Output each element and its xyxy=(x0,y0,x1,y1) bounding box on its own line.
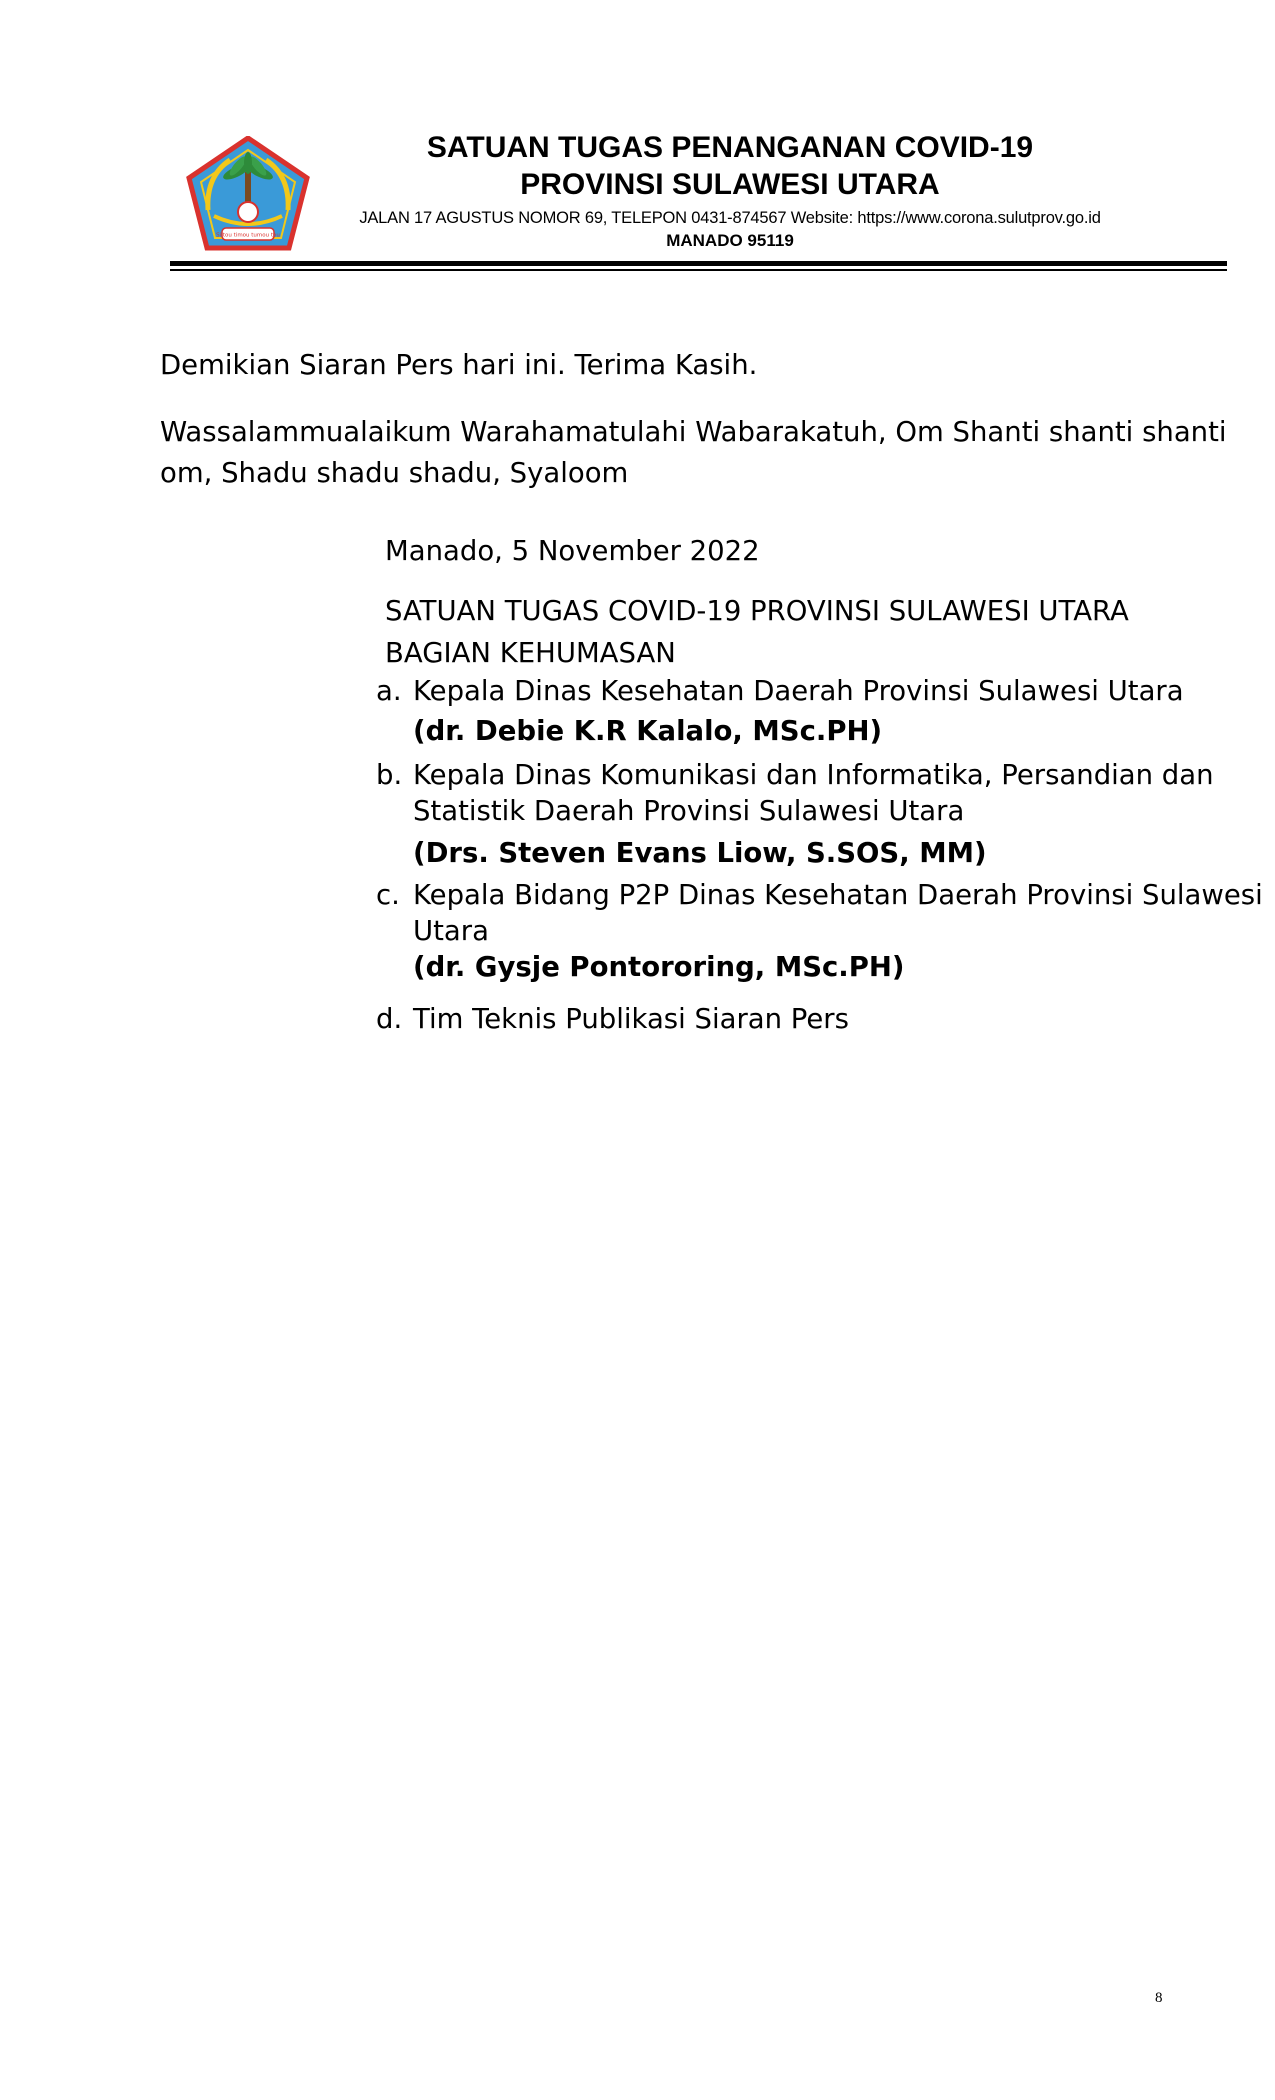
letterhead-city: MANADO 95119 xyxy=(666,231,794,250)
signatory-name: (dr. Gysje Pontororing, MSc.PH) xyxy=(413,951,905,983)
letterhead-subtitle: PROVINSI SULAWESI UTARA xyxy=(520,168,940,201)
signatory-name: (Drs. Steven Evans Liow, S.SOS, MM) xyxy=(413,837,987,869)
list-marker: c. xyxy=(376,879,400,911)
list-marker: a. xyxy=(376,675,402,707)
signatory-title: Tim Teknis Publikasi Siaran Pers xyxy=(413,1003,849,1035)
signatory-name: (dr. Debie K.R Kalalo, MSc.PH) xyxy=(413,715,883,747)
sulawesi-utara-coat-of-arms-icon xyxy=(186,136,310,252)
letterhead-rule-thick xyxy=(170,261,1227,266)
place-date: Manado, 5 November 2022 xyxy=(385,535,760,567)
signatory-title: Kepala Dinas Kesehatan Daerah Provinsi Sulawesi Utara xyxy=(413,675,1184,707)
letterhead-address: JALAN 17 AGUSTUS NOMOR 69, TELEPON 0431-874567 Website: https://www.corona.sulutprov.go.id xyxy=(359,209,1101,227)
signatory-title: Kepala Dinas Komunikasi dan Informatika, Persandian dan xyxy=(413,759,1214,791)
closing-paragraph: Demikian Siaran Pers hari ini. Terima Kasih. xyxy=(160,349,758,381)
signature-division: BAGIAN KEHUMASAN xyxy=(385,637,676,669)
greeting-paragraph xyxy=(160,412,1227,494)
letterhead-rule-thin xyxy=(170,269,1227,271)
page-number: 8 xyxy=(1155,1990,1163,2006)
signatory-title: Statistik Daerah Provinsi Sulawesi Utara xyxy=(413,795,965,827)
list-marker: b. xyxy=(376,759,403,791)
signature-org: SATUAN TUGAS COVID-19 PROVINSI SULAWESI UTARA xyxy=(385,595,1129,627)
svg-text:Si tou timou tumou tou: Si tou timou tumou tou xyxy=(216,232,280,239)
letterhead-title: SATUAN TUGAS PENANGANAN COVID-19 xyxy=(426,131,1034,164)
signatory-title: Utara xyxy=(413,915,489,947)
greeting-line: om, Shadu shadu shadu, Syaloom xyxy=(160,457,629,489)
greeting-line: Wassalammualaikum Warahamatulahi Wabarakatuh, Om Shanti shanti shanti xyxy=(160,416,1227,448)
list-marker: d. xyxy=(376,1003,403,1035)
signatory-title: Kepala Bidang P2P Dinas Kesehatan Daerah Provinsi Sulawesi xyxy=(413,879,1263,911)
